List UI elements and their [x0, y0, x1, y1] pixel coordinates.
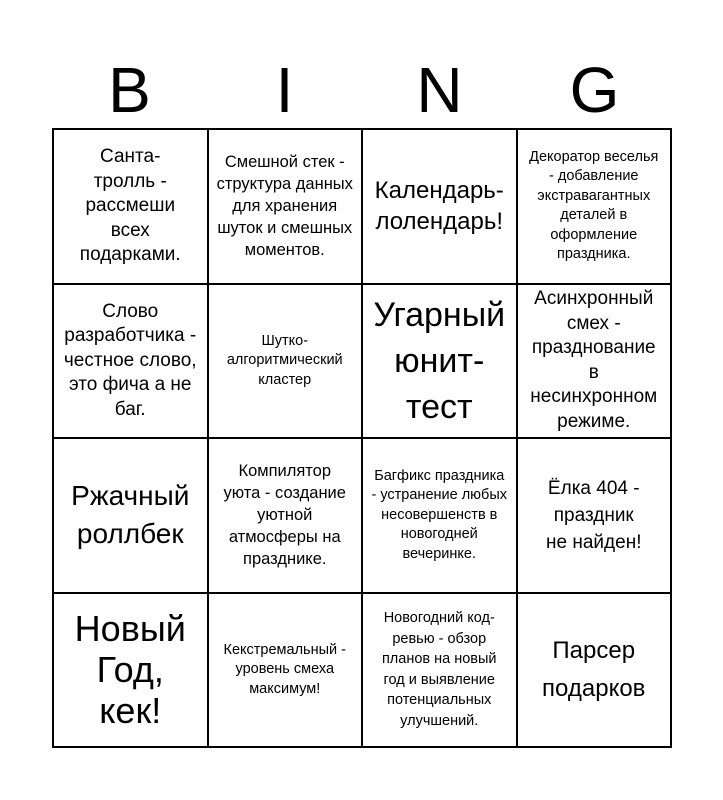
bingo-header: [52, 52, 672, 128]
cell-text: Декоратор веселья - добавление экстравагантных деталей в оформление праздника.: [529, 148, 659, 263]
cell-text: Новый Год, кек!: [74, 608, 186, 732]
bingo-cell-r1c4[interactable]: [517, 129, 672, 284]
cell-text: Багфикс праздника - устранение любых несовершенств в новогодней вечеринке.: [371, 467, 508, 562]
bingo-cell-r3c1[interactable]: [53, 438, 208, 593]
cell-text: Слово разработчика - честное слово, это фича а не баг.: [63, 300, 197, 420]
bingo-cell-r4c4[interactable]: [517, 593, 672, 748]
cell-text: Кекстремальный - уровень смеха максимум!: [223, 641, 346, 697]
bingo-cell-r1c2[interactable]: [208, 129, 363, 284]
bingo-cell-r3c3[interactable]: [362, 438, 517, 593]
cell-text: Парсер подарков: [542, 636, 646, 702]
cell-text: Новогодний код-ревью - обзор планов на новый год и выявление потенциальных улучшений.: [381, 610, 497, 729]
cell-text: Асинхронный смех - празднование в несинхронном режиме.: [530, 288, 658, 432]
cell-text: Ржачный роллбек: [71, 480, 190, 550]
bingo-cell-r1c3[interactable]: [362, 129, 517, 284]
cell-text: Шутко-алгоритмический кластер: [226, 332, 343, 388]
bingo-cell-r4c1[interactable]: [53, 593, 208, 748]
bingo-cell-r3c2[interactable]: [208, 438, 363, 593]
cell-text: Угарный юнит-тест: [373, 295, 506, 426]
bingo-cell-r2c1[interactable]: [53, 284, 208, 439]
header-letter-g: G: [569, 54, 620, 126]
cell-text: Санта-тролль - рассмеши всех подарками.: [79, 146, 181, 265]
header-letter-n: N: [416, 54, 463, 126]
bingo-cell-r3c4[interactable]: [517, 438, 672, 593]
bingo-cell-r1c1[interactable]: [53, 129, 208, 284]
header-letter-b: B: [108, 54, 151, 126]
cell-text: Календарь-лолендарь!: [374, 177, 504, 236]
bingo-cell-r2c4[interactable]: [517, 284, 672, 439]
cell-text: Смешной стек - структура данных для хранения шуток и смешных моментов.: [216, 153, 353, 260]
cell-text: Компилятор уюта - создание уютной атмосферы на празднике.: [223, 462, 346, 569]
bingo-cell-r4c3[interactable]: [362, 593, 517, 748]
bingo-cell-r4c2[interactable]: [208, 593, 363, 748]
cell-text: Ёлка 404 - праздник не найден!: [546, 477, 642, 553]
bingo-grid: [52, 128, 672, 748]
bingo-cell-r2c3[interactable]: [362, 284, 517, 439]
header-letter-i: I: [275, 54, 294, 126]
bingo-cell-r2c2[interactable]: [208, 284, 363, 439]
